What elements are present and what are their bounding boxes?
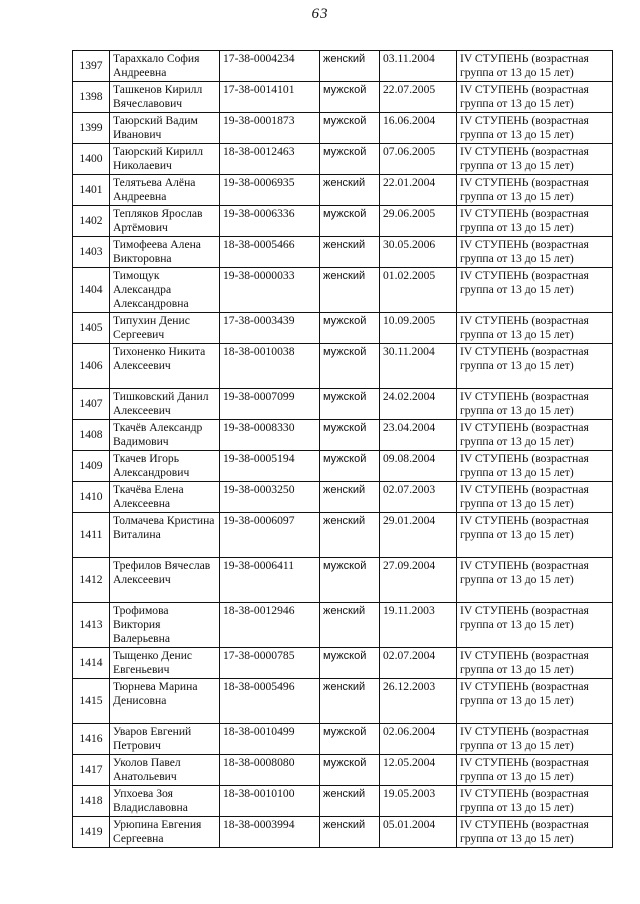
uin-number: 18-38-0010499 (220, 724, 320, 755)
participant-name (110, 786, 220, 817)
row-number: 1410 (73, 482, 110, 513)
participant-name-text: Трофимова Виктория Валерьевна (113, 604, 170, 645)
registry-table-body (73, 51, 613, 848)
gender: женский (320, 679, 380, 724)
uin-number: 17-38-0000785 (220, 648, 320, 679)
birth-date: 30.11.2004 (380, 344, 457, 389)
gender: женский (320, 786, 380, 817)
age-level: IV СТУПЕНЬ (возрастная группа от 13 до 15 лет) (457, 558, 613, 603)
uin-number: 18-38-0010038 (220, 344, 320, 389)
table-row (73, 389, 613, 420)
uin-number: 18-38-0008080 (220, 755, 320, 786)
participant-name (110, 313, 220, 344)
birth-date: 12.05.2004 (380, 755, 457, 786)
row-number: 1402 (73, 206, 110, 237)
participant-name-text: Тимофеева Алена Викторовна (113, 238, 201, 265)
row-number: 1419 (73, 817, 110, 848)
participant-name (110, 268, 220, 313)
birth-date: 23.04.2004 (380, 420, 457, 451)
table-row (73, 144, 613, 175)
participant-name-text: Тихоненко Никита Алексеевич (113, 345, 206, 372)
table-row (73, 603, 613, 648)
row-number: 1398 (73, 82, 110, 113)
gender: женский (320, 268, 380, 313)
participant-name-text: Телятьева Алёна Андреевна (113, 176, 196, 203)
row-number: 1399 (73, 113, 110, 144)
gender: мужской (320, 420, 380, 451)
participant-name-text: Ткачев Игорь Александрович (113, 452, 190, 479)
row-number: 1414 (73, 648, 110, 679)
participant-name (110, 648, 220, 679)
age-level: IV СТУПЕНЬ (возрастная группа от 13 до 15 лет) (457, 648, 613, 679)
participant-name (110, 82, 220, 113)
age-level: IV СТУПЕНЬ (возрастная группа от 13 до 15 лет) (457, 786, 613, 817)
row-number: 1415 (73, 679, 110, 724)
table-row (73, 724, 613, 755)
birth-date: 29.06.2005 (380, 206, 457, 237)
table-row (73, 175, 613, 206)
gender: мужской (320, 82, 380, 113)
table-row (73, 113, 613, 144)
table-row (73, 268, 613, 313)
table-row (73, 206, 613, 237)
uin-number: 18-38-0012946 (220, 603, 320, 648)
participant-name-text: Типухин Денис Сергеевич (113, 314, 190, 341)
table-row (73, 51, 613, 82)
participant-name (110, 113, 220, 144)
age-level: IV СТУПЕНЬ (возрастная группа от 13 до 15 лет) (457, 144, 613, 175)
birth-date: 19.11.2003 (380, 603, 457, 648)
table-row (73, 786, 613, 817)
birth-date: 02.06.2004 (380, 724, 457, 755)
participant-name-text: Тишковский Данил Алексеевич (113, 390, 209, 417)
participant-name (110, 482, 220, 513)
participant-name-text: Толмачева Кристина Виталина (113, 514, 215, 541)
participant-name-text: Урюпина Евгения Сергеевна (113, 818, 202, 845)
table-row (73, 344, 613, 389)
uin-number: 19-38-0006336 (220, 206, 320, 237)
participant-name-text: Тимощук Александра Александровна (113, 269, 189, 310)
birth-date: 02.07.2004 (380, 648, 457, 679)
participant-name (110, 389, 220, 420)
uin-number: 19-38-0006411 (220, 558, 320, 603)
table-row (73, 513, 613, 558)
gender: женский (320, 603, 380, 648)
participant-name (110, 603, 220, 648)
age-level: IV СТУПЕНЬ (возрастная группа от 13 до 15 лет) (457, 603, 613, 648)
gender: женский (320, 817, 380, 848)
participant-name-text: Тепляков Ярослав Артёмович (113, 207, 203, 234)
gender: мужской (320, 144, 380, 175)
participant-name-text: Таюрский Кирилл Николаевич (113, 145, 203, 172)
gender: мужской (320, 313, 380, 344)
row-number: 1411 (73, 513, 110, 558)
row-number: 1418 (73, 786, 110, 817)
uin-number: 19-38-0003250 (220, 482, 320, 513)
participant-name (110, 51, 220, 82)
row-number: 1403 (73, 237, 110, 268)
uin-number: 19-38-0007099 (220, 389, 320, 420)
participant-name-text: Ткачёв Александр Вадимович (113, 421, 203, 448)
uin-number: 17-38-0004234 (220, 51, 320, 82)
participant-name (110, 144, 220, 175)
participant-name (110, 513, 220, 558)
age-level: IV СТУПЕНЬ (возрастная группа от 13 до 15 лет) (457, 206, 613, 237)
gender: мужской (320, 648, 380, 679)
row-number: 1404 (73, 268, 110, 313)
participant-name (110, 724, 220, 755)
birth-date: 02.07.2003 (380, 482, 457, 513)
uin-number: 18-38-0003994 (220, 817, 320, 848)
age-level: IV СТУПЕНЬ (возрастная группа от 13 до 15 лет) (457, 420, 613, 451)
participant-name-text: Ташкенов Кирилл Вячеславович (113, 83, 203, 110)
row-number: 1412 (73, 558, 110, 603)
table-row (73, 482, 613, 513)
age-level: IV СТУПЕНЬ (возрастная группа от 13 до 15 лет) (457, 817, 613, 848)
participant-name-text: Уваров Евгений Петрович (113, 725, 192, 752)
birth-date: 24.02.2004 (380, 389, 457, 420)
age-level: IV СТУПЕНЬ (возрастная группа от 13 до 15 лет) (457, 313, 613, 344)
gender: мужской (320, 113, 380, 144)
table-row (73, 679, 613, 724)
participant-name-text: Упхоева Зоя Владиславовна (113, 787, 188, 814)
birth-date: 19.05.2003 (380, 786, 457, 817)
participant-name-text: Тарахкало София Андреевна (113, 52, 200, 79)
birth-date: 07.06.2005 (380, 144, 457, 175)
participant-name (110, 344, 220, 389)
participant-name-text: Уколов Павел Анатольевич (113, 756, 181, 783)
uin-number: 18-38-0012463 (220, 144, 320, 175)
gender: мужской (320, 558, 380, 603)
birth-date: 27.09.2004 (380, 558, 457, 603)
row-number: 1417 (73, 755, 110, 786)
birth-date: 22.01.2004 (380, 175, 457, 206)
gender: мужской (320, 451, 380, 482)
uin-number: 18-38-0005496 (220, 679, 320, 724)
uin-number: 19-38-0006935 (220, 175, 320, 206)
row-number: 1405 (73, 313, 110, 344)
birth-date: 29.01.2004 (380, 513, 457, 558)
page-number: 63 (311, 6, 329, 22)
age-level: IV СТУПЕНЬ (возрастная группа от 13 до 15 лет) (457, 389, 613, 420)
birth-date: 22.07.2005 (380, 82, 457, 113)
age-level: IV СТУПЕНЬ (возрастная группа от 13 до 15 лет) (457, 237, 613, 268)
age-level: IV СТУПЕНЬ (возрастная группа от 13 до 15 лет) (457, 513, 613, 558)
registry-table (72, 50, 613, 848)
gender: женский (320, 513, 380, 558)
table-row (73, 648, 613, 679)
row-number: 1407 (73, 389, 110, 420)
participant-name-text: Ткачёва Елена Алексеевна (113, 483, 184, 510)
age-level: IV СТУПЕНЬ (возрастная группа от 13 до 15 лет) (457, 268, 613, 313)
participant-name (110, 755, 220, 786)
participant-name (110, 420, 220, 451)
birth-date: 30.05.2006 (380, 237, 457, 268)
gender: женский (320, 237, 380, 268)
gender: женский (320, 175, 380, 206)
row-number: 1409 (73, 451, 110, 482)
uin-number: 19-38-0001873 (220, 113, 320, 144)
participant-name-text: Тюрнева Марина Денисовна (113, 680, 198, 707)
table-row (73, 558, 613, 603)
uin-number: 18-38-0005466 (220, 237, 320, 268)
table-row (73, 817, 613, 848)
age-level: IV СТУПЕНЬ (возрастная группа от 13 до 15 лет) (457, 51, 613, 82)
row-number: 1400 (73, 144, 110, 175)
birth-date: 26.12.2003 (380, 679, 457, 724)
birth-date: 05.01.2004 (380, 817, 457, 848)
uin-number: 17-38-0014101 (220, 82, 320, 113)
uin-number: 19-38-0000033 (220, 268, 320, 313)
row-number: 1413 (73, 603, 110, 648)
age-level: IV СТУПЕНЬ (возрастная группа от 13 до 15 лет) (457, 175, 613, 206)
age-level: IV СТУПЕНЬ (возрастная группа от 13 до 15 лет) (457, 755, 613, 786)
gender: мужской (320, 389, 380, 420)
gender: мужской (320, 344, 380, 389)
participant-name (110, 679, 220, 724)
participant-name-text: Трефилов Вячеслав Алексеевич (113, 559, 211, 586)
participant-name-text: Таюрский Вадим Иванович (113, 114, 198, 141)
age-level: IV СТУПЕНЬ (возрастная группа от 13 до 15 лет) (457, 679, 613, 724)
table-row (73, 755, 613, 786)
participant-name (110, 175, 220, 206)
birth-date: 16.06.2004 (380, 113, 457, 144)
row-number: 1397 (73, 51, 110, 82)
gender: мужской (320, 755, 380, 786)
table-row (73, 237, 613, 268)
uin-number: 18-38-0010100 (220, 786, 320, 817)
age-level: IV СТУПЕНЬ (возрастная группа от 13 до 15 лет) (457, 344, 613, 389)
uin-number: 19-38-0008330 (220, 420, 320, 451)
table-row (73, 451, 613, 482)
gender: женский (320, 482, 380, 513)
gender: женский (320, 51, 380, 82)
participant-name (110, 237, 220, 268)
gender: мужской (320, 724, 380, 755)
age-level: IV СТУПЕНЬ (возрастная группа от 13 до 15 лет) (457, 82, 613, 113)
table-row (73, 313, 613, 344)
age-level: IV СТУПЕНЬ (возрастная группа от 13 до 15 лет) (457, 113, 613, 144)
participant-name (110, 558, 220, 603)
participant-name (110, 817, 220, 848)
row-number: 1408 (73, 420, 110, 451)
gender: мужской (320, 206, 380, 237)
row-number: 1416 (73, 724, 110, 755)
table-row (73, 420, 613, 451)
table-row (73, 82, 613, 113)
uin-number: 19-38-0005194 (220, 451, 320, 482)
participant-name (110, 206, 220, 237)
age-level: IV СТУПЕНЬ (возрастная группа от 13 до 15 лет) (457, 451, 613, 482)
birth-date: 03.11.2004 (380, 51, 457, 82)
participant-name-text: Тыщенко Денис Евгеньевич (113, 649, 193, 676)
row-number: 1406 (73, 344, 110, 389)
uin-number: 17-38-0003439 (220, 313, 320, 344)
uin-number: 19-38-0006097 (220, 513, 320, 558)
birth-date: 09.08.2004 (380, 451, 457, 482)
birth-date: 10.09.2005 (380, 313, 457, 344)
participant-name (110, 451, 220, 482)
row-number: 1401 (73, 175, 110, 206)
birth-date: 01.02.2005 (380, 268, 457, 313)
age-level: IV СТУПЕНЬ (возрастная группа от 13 до 15 лет) (457, 724, 613, 755)
age-level: IV СТУПЕНЬ (возрастная группа от 13 до 15 лет) (457, 482, 613, 513)
